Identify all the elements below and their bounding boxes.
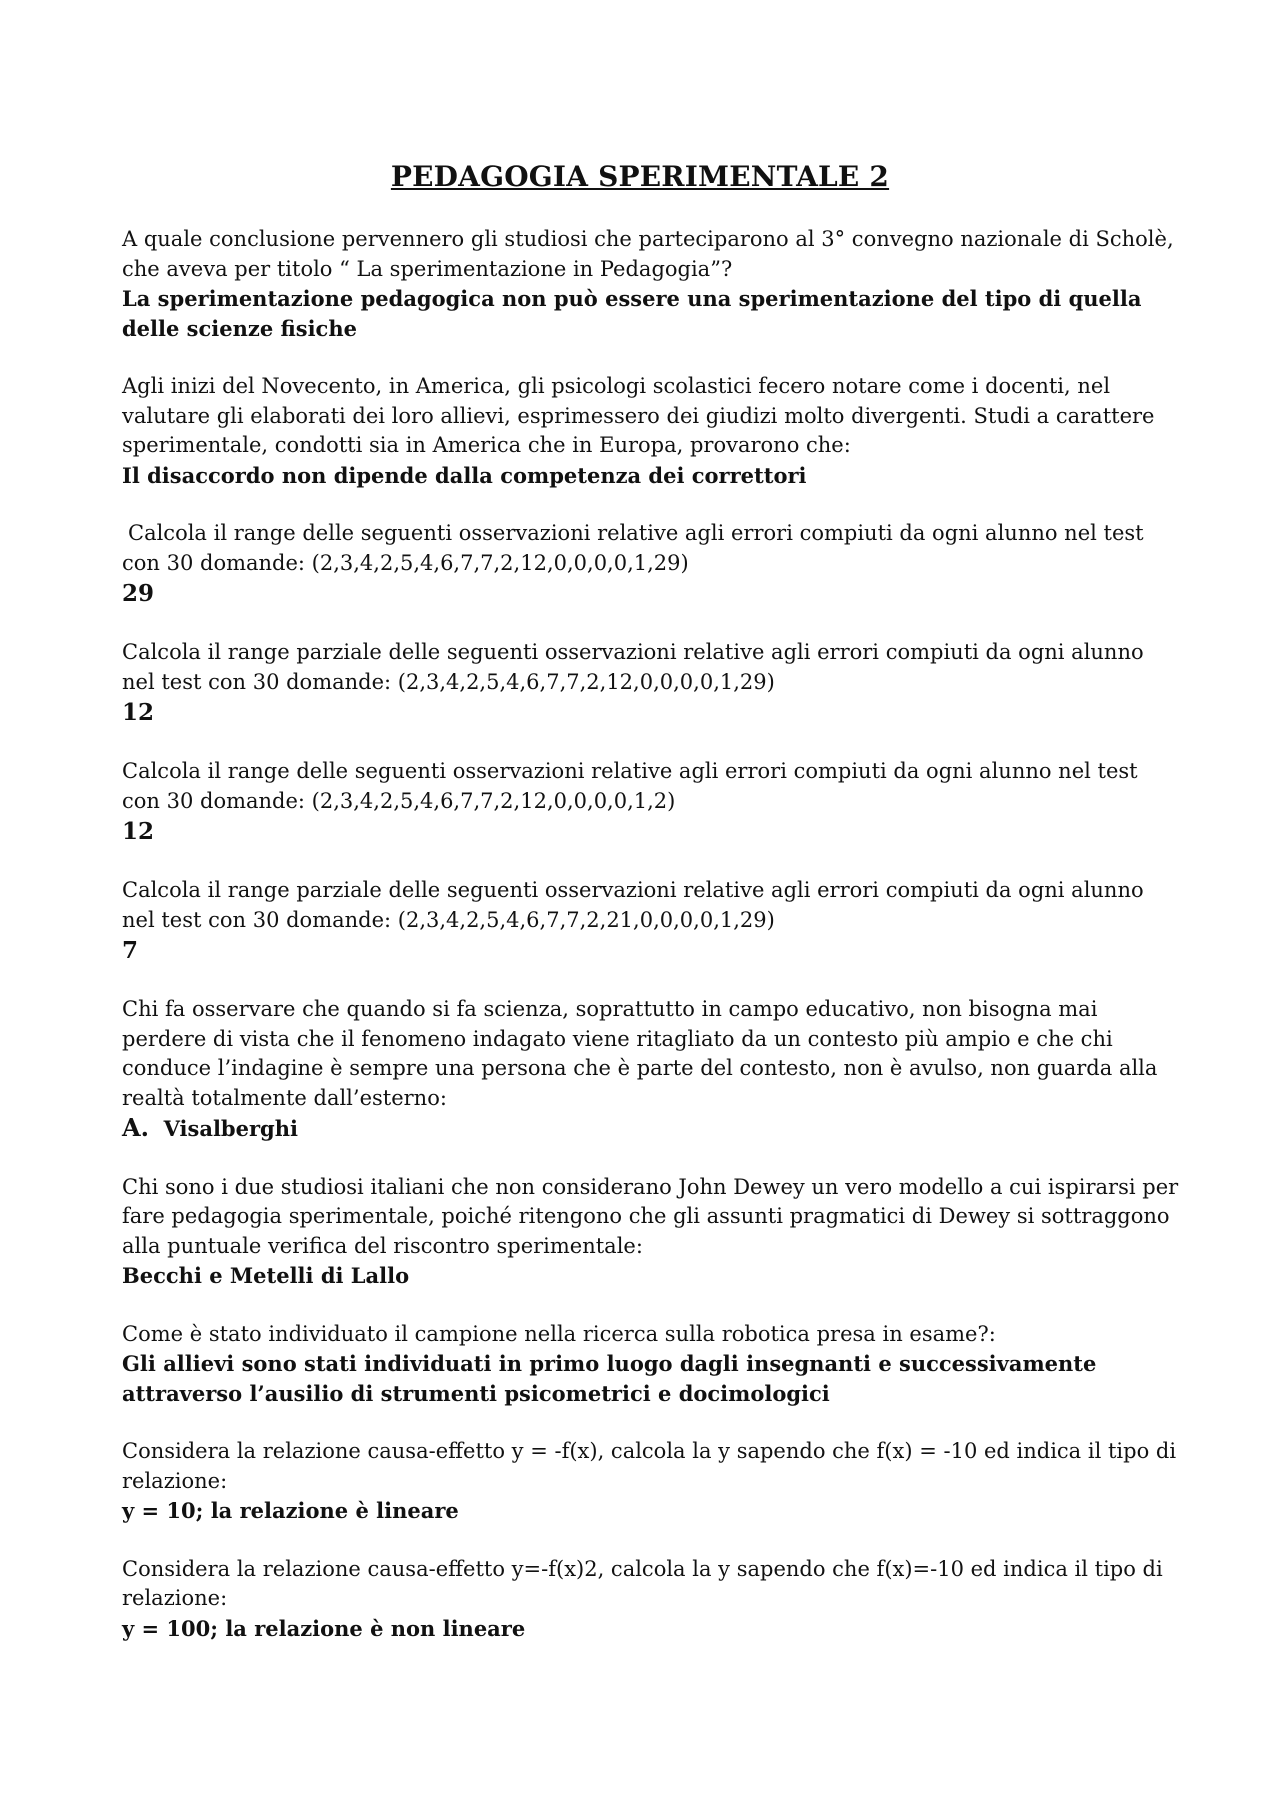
question-text: Considera la relazione causa-effetto y = -f(x), calcola la y sapendo che f(x) = -10 ed indica il tipo di relazione: [122, 1439, 1177, 1493]
qa-item-9 [122, 1320, 1182, 1409]
answer-text: Becchi e Metelli di Lallo [122, 1263, 410, 1288]
answer-text: Gli allievi sono stati individuati in primo luogo dagli insegnanti e successivamente attraverso l’ausilio di strumenti psicometrici e docimologici [122, 1351, 1097, 1406]
qa-item-1 [122, 225, 1182, 343]
answer-text: 12 [122, 818, 155, 845]
qa-item-2 [122, 372, 1182, 490]
question-text: Calcola il range parziale delle seguenti osservazioni relative agli errori compiuti da ogni alunno nel test con 30 domande: (2,3,4,2,5,4,6,7,7,2,21,0,0,0,0,1,29) [122, 878, 1144, 932]
question-text: Come è stato individuato il campione nella ricerca sulla robotica presa in esame?: [122, 1321, 996, 1346]
qa-item-8 [122, 1173, 1182, 1291]
answer-text: Il disaccordo non dipende dalla competenza dei correttori [122, 462, 807, 488]
question-text: Calcola il range delle seguenti osservazioni relative agli errori compiuti da ogni alunno nel test con 30 domande: (2,3,4,2,5,4,6,7,7,2,12,0,0,0,0,1,29) [122, 521, 1144, 575]
question-text: Calcola il range parziale delle seguenti osservazioni relative agli errori compiuti da ogni alunno nel test con 30 domande: (2,3,4,2,5,4,6,7,7,2,12,0,0,0,0,1,29) [122, 640, 1144, 694]
qa-item-4 [122, 638, 1182, 728]
qa-item-3 [122, 519, 1182, 609]
question-text: Chi fa osservare che quando si fa scienza, soprattutto in campo educativo, non bisogna mai perdere di vista che il fenomeno indagato viene ritagliato da un contesto più ampio e che chi conduce l’indagine è sempre una persona che è parte del contesto, non è avulso, non guarda alla realtà totalmente dall’esterno: [122, 997, 1158, 1110]
qa-item-11 [122, 1555, 1182, 1644]
question-text: A quale conclusione pervennero gli studiosi che parteciparono al 3° convegno nazionale di Scholè, che aveva per titolo “ La sperimentazione in Pedagogia”? [122, 227, 1174, 281]
answer-text: 29 [122, 580, 155, 607]
question-text: Agli inizi del Novecento, in America, gli psicologi scolastici fecero notare come i docenti, nel valutare gli elaborati dei loro allievi, esprimessero dei giudizi molto divergenti. Studi a carattere sperimentale, condotti sia in America che in Europa, provarono che: [122, 374, 1155, 457]
document-body [122, 225, 1182, 1672]
answer-text: La sperimentazione pedagogica non può essere una sperimentazione del tipo di quella delle scienze fisiche [122, 286, 1142, 341]
answer-text: 12 [122, 699, 155, 726]
question-text: Calcola il range delle seguenti osservazioni relative agli errori compiuti da ogni alunno nel test con 30 domande: (2,3,4,2,5,4,6,7,7,2,12,0,0,0,0,1,2) [122, 759, 1138, 813]
answer-text [122, 1113, 1182, 1144]
answer-text: y = 10; la relazione è lineare [122, 1498, 459, 1523]
question-text: Considera la relazione causa-effetto y=-f(x)2, calcola la y sapendo che f(x)=-10 ed indica il tipo di relazione: [122, 1556, 1163, 1610]
answer-text: y = 100; la relazione è non lineare [122, 1615, 526, 1641]
page-title: PEDAGOGIA SPERIMENTALE 2 [390, 160, 890, 193]
answer-list-marker: A. [122, 1113, 149, 1142]
qa-item-7 [122, 995, 1182, 1144]
qa-item-6 [122, 876, 1182, 966]
question-text: Chi sono i due studiosi italiani che non considerano John Dewey un vero modello a cui ispirarsi per fare pedagogia sperimentale, poiché ritengono che gli assunti pragmatici di Dewey si sottraggono alla puntuale verifica del riscontro sperimentale: [122, 1174, 1179, 1258]
answer-text: 7 [122, 937, 139, 964]
answer-name: Visalberghi [163, 1116, 298, 1141]
qa-item-10 [122, 1437, 1182, 1526]
qa-item-5 [122, 757, 1182, 847]
